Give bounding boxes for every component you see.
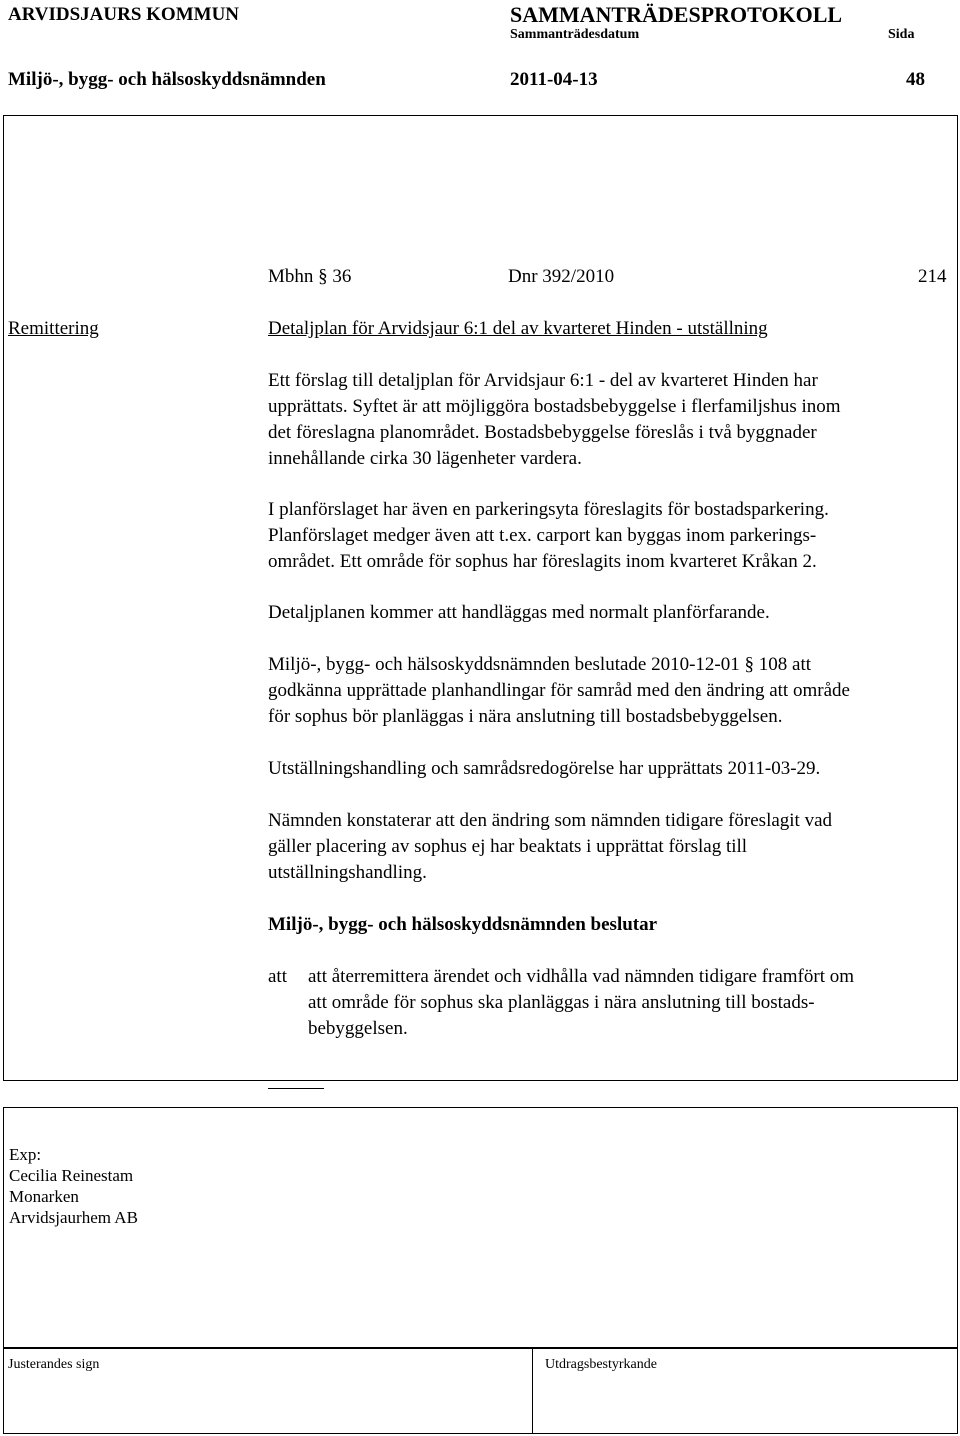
document-type: SAMMANTRÄDESPROTOKOLL — [510, 2, 843, 27]
paragraph-line: Detaljplanen kommer att handläggas med normalt planförfarande. — [268, 602, 770, 623]
side-label: Remittering — [8, 318, 99, 339]
paragraph-line: området. Ett område för sophus har föreslagits inom kvarteret Kråkan 2. — [268, 551, 817, 572]
distribution-recipient: Cecilia Reinestam — [9, 1166, 134, 1185]
paragraph-2 — [268, 497, 948, 575]
committee-name: Miljö-, bygg- och hälsoskyddsnämnden — [8, 69, 326, 90]
meeting-date: 2011-04-13 — [510, 69, 598, 90]
paragraph-line: för sophus bör planläggas i nära anslutning till bostadsbebyggelsen. — [268, 706, 783, 727]
decision-marker: att — [268, 966, 287, 987]
paragraph-line: Planförslaget medger även att t.ex. carport kan byggas inom parkerings- — [268, 525, 817, 546]
decision-line: att återremittera ärendet och vidhålla vad nämnden tidigare framfört om — [308, 966, 855, 987]
page-number: 48 — [906, 69, 925, 90]
item-code: 214 — [918, 266, 947, 287]
paragraph-line: Miljö-, bygg- och hälsoskyddsnämnden beslutade 2010-12-01 § 108 att — [268, 654, 812, 675]
certification-label: Utdragsbestyrkande — [545, 1357, 657, 1372]
paragraph-line: upprättats. Syftet är att möjliggöra bostadsbebyggelse i flerfamiljshus inom — [268, 396, 841, 417]
page-label: Sida — [888, 27, 915, 42]
dnr-number: Dnr 392/2010 — [508, 266, 615, 287]
ref-prefix: Mbhn — [268, 266, 314, 287]
paragraph-line: Utställningshandling och samrådsredogörelse har upprättats 2011-03-29. — [268, 758, 821, 779]
distribution-frame — [3, 1107, 958, 1348]
distribution-recipient: Monarken — [9, 1187, 79, 1206]
paragraph-1 — [268, 368, 948, 472]
paragraph-5 — [268, 756, 948, 782]
distribution-label: Exp: — [9, 1145, 42, 1164]
section-symbol: § — [318, 266, 328, 287]
paragraph-6 — [268, 808, 948, 886]
paragraph-3 — [268, 600, 948, 626]
decision-line: att område för sophus ska planläggas i nära anslutning till bostads- — [308, 992, 815, 1013]
paragraph-line: utställningshandling. — [268, 862, 427, 883]
end-rule — [268, 1088, 324, 1089]
date-label: Sammanträdesdatum — [510, 27, 640, 42]
paragraph-line: Ett förslag till detaljplan för Arvidsjaur 6:1 - del av kvarteret Hinden har — [268, 370, 818, 391]
decision-text — [308, 964, 948, 1042]
ref-number: 36 — [332, 266, 352, 287]
item-title: Detaljplan för Arvidsjaur 6:1 del av kvarteret Hinden - utställning — [268, 318, 768, 339]
paragraph-line: gäller placering av sophus ej har beaktats i upprättat förslag till — [268, 836, 748, 857]
decision-line: bebyggelsen. — [308, 1018, 408, 1039]
paragraph-line: innehållande cirka 30 lägenheter vardera. — [268, 448, 582, 469]
paragraph-line: det föreslagna planområdet. Bostadsbebyggelse föreslås i två byggnader — [268, 422, 817, 443]
paragraph-4 — [268, 652, 948, 730]
municipality-name: ARVIDSJAURS KOMMUN — [8, 4, 240, 25]
distribution-recipient: Arvidsjaurhem AB — [9, 1208, 138, 1227]
paragraph-line: I planförslaget har även en parkeringsyta föreslagits för bostadsparkering. — [268, 499, 829, 520]
item-reference — [268, 264, 351, 290]
paragraph-line: Nämnden konstaterar att den ändring som nämnden tidigare föreslagit vad — [268, 810, 833, 831]
signature-label: Justerandes sign — [8, 1357, 100, 1372]
decision-heading: Miljö-, bygg- och hälsoskyddsnämnden beslutar — [268, 914, 658, 935]
paragraph-line: godkänna upprättade planhandlingar för samråd med den ändring att område — [268, 680, 850, 701]
